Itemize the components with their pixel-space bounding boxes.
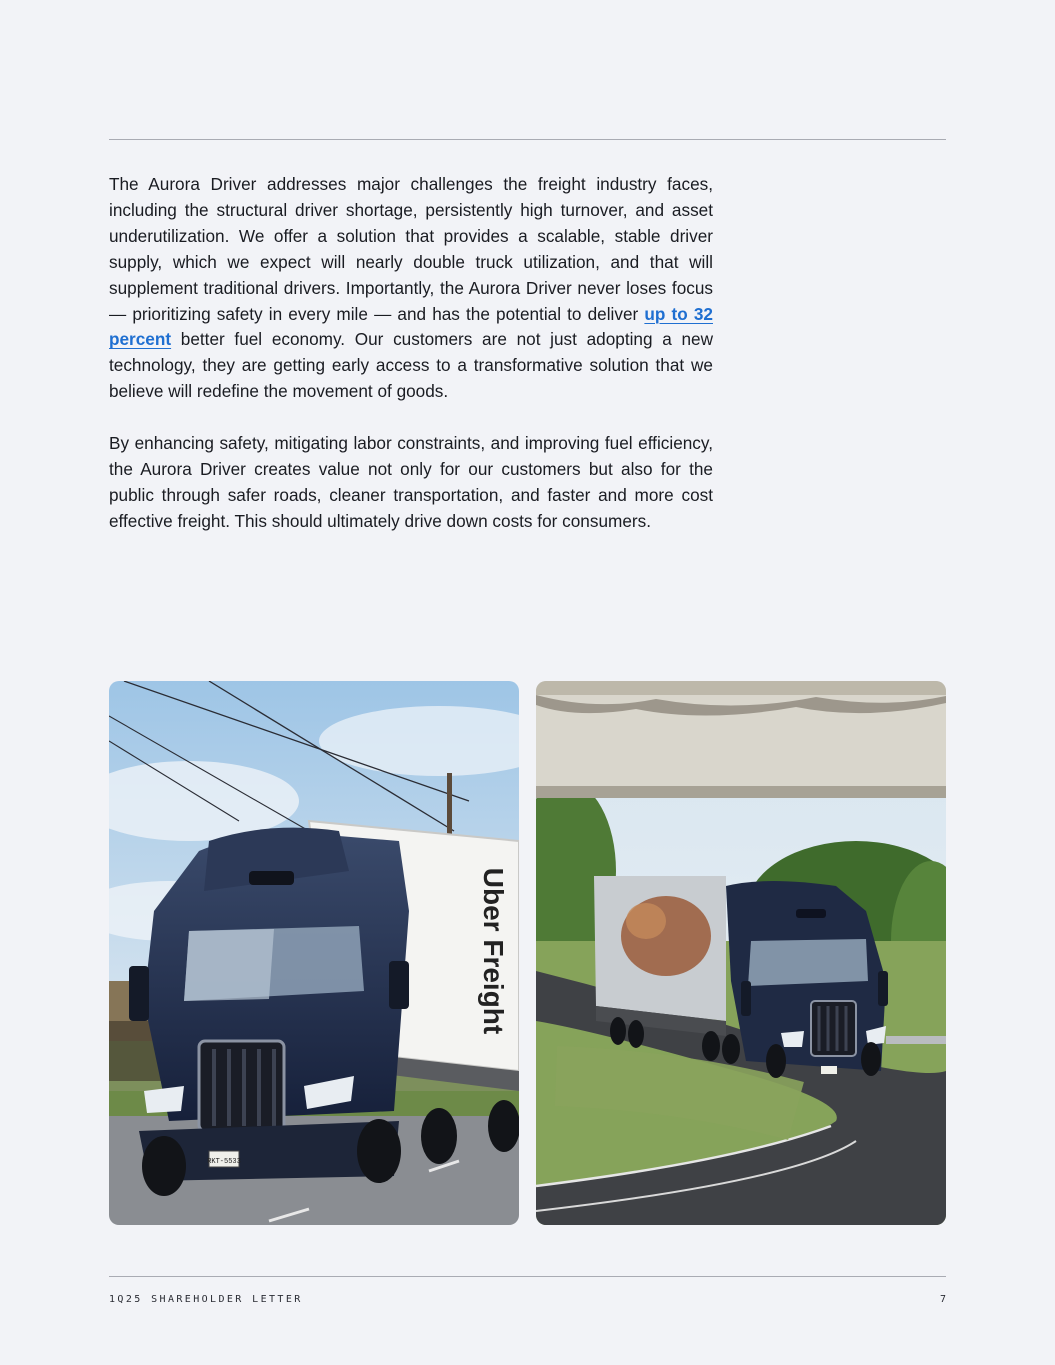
article-body [109,172,713,561]
license-plate-left: RKT-5533 [207,1158,241,1166]
trailer-logo-text: Uber Freight [478,867,509,1035]
truck-photo-right-illustration [536,681,946,1225]
bottom-divider [109,1276,946,1277]
top-divider [109,139,946,140]
truck-photo-left-illustration [109,681,519,1225]
truck-photo-right [536,681,946,1225]
truck-photo-left [109,681,519,1225]
paragraph-2: By enhancing safety, mitigating labor constraints, and improving fuel efficiency, the Aurora Driver creates value not only for our customers but also for the public through safer roads, cleaner transportation, and faster and more cost effective freight. This should ultimately drive down costs for consumers. [109,433,713,531]
paragraph-1 [109,172,713,405]
fuel-economy-link[interactable]: up to 32 percent [109,303,713,350]
page-number: 7 [939,1294,946,1305]
paragraph-1-text-start: The Aurora Driver addresses major challenges the freight industry faces, including the structural driver shortage, persistently high turnover, and asset underutilization. We offer a solution that provides a scalable, stable driver supply, which we expect will nearly double truck utilization, and that will supplement traditional drivers. Importantly, the Aurora Driver never loses focus — prioritizing safety in every mile — and has the potential to deliver [109,174,713,324]
footer-document-title: 1Q25 SHAREHOLDER LETTER [109,1294,303,1305]
paragraph-1-text-end: better fuel economy. Our customers are not just adopting a new technology, they are getting early access to a transformative solution that we believe will redefine the movement of goods. [109,329,713,402]
